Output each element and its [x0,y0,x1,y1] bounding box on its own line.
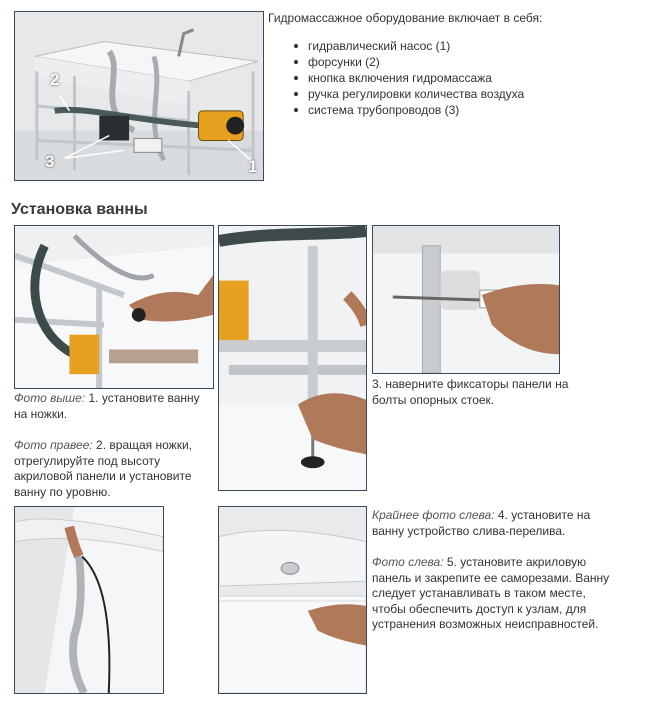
caption-step-5 [372,555,617,633]
caption-step-2-prefix: Фото правее: [14,438,93,452]
intro-lead: Гидромассажное оборудование включает в себя: [268,11,543,25]
caption-step-4-prefix: Крайнее фото слева: [372,508,495,522]
caption-steps-1-2 [14,391,214,516]
equipment-list [268,38,568,118]
photo-step-5 [218,506,367,694]
caption-step-5-prefix: Фото слева: [372,555,444,569]
caption-step-1-text: 1. установите ванну на ножки. [14,391,200,421]
caption-step-4 [372,508,617,539]
equipment-intro [268,11,568,118]
caption-step-3-text: 3. наверните фиксаторы панели на болты опорных стоек. [372,377,569,407]
hero-photo-hydromassage-equipment [14,11,264,181]
photo-step-1 [14,225,214,389]
caption-step-4-text: 4. установите на ванну устройство слива-перелива. [372,508,591,538]
caption-step-5-text: 5. установите акриловую панель и закрепите ее саморезами. Ванну следует устанавливать в таком месте, чтобы обеспечить доступ к узлам, для устранения возможных неисправностей. [372,555,610,631]
caption-steps-4-5 [372,508,617,649]
section-title: Установка ванны [11,201,148,218]
caption-step-1 [14,391,214,422]
caption-step-3 [372,377,592,408]
callout-label-2: 2 [50,70,60,89]
list-item: ручка регулировки количества воздуха [308,86,568,102]
list-item: кнопка включения гидромассажа [308,70,568,86]
photo-step-2 [218,225,367,491]
caption-step-2-text: 2. вращая ножки, отрегулируйте под высоту акриловой панели и установите ванну по уровню. [14,438,192,499]
caption-step-2 [14,438,214,500]
photo-step-3 [372,225,560,374]
list-item: система трубопроводов (3) [308,102,568,118]
list-item: форсунки (2) [308,54,568,70]
photo-step-4 [14,506,164,694]
list-item: гидравлический насос (1) [308,38,568,54]
callout-label-3: 3 [45,152,55,171]
callout-label-1: 1 [248,157,258,176]
caption-step-1-prefix: Фото выше: [14,391,86,405]
